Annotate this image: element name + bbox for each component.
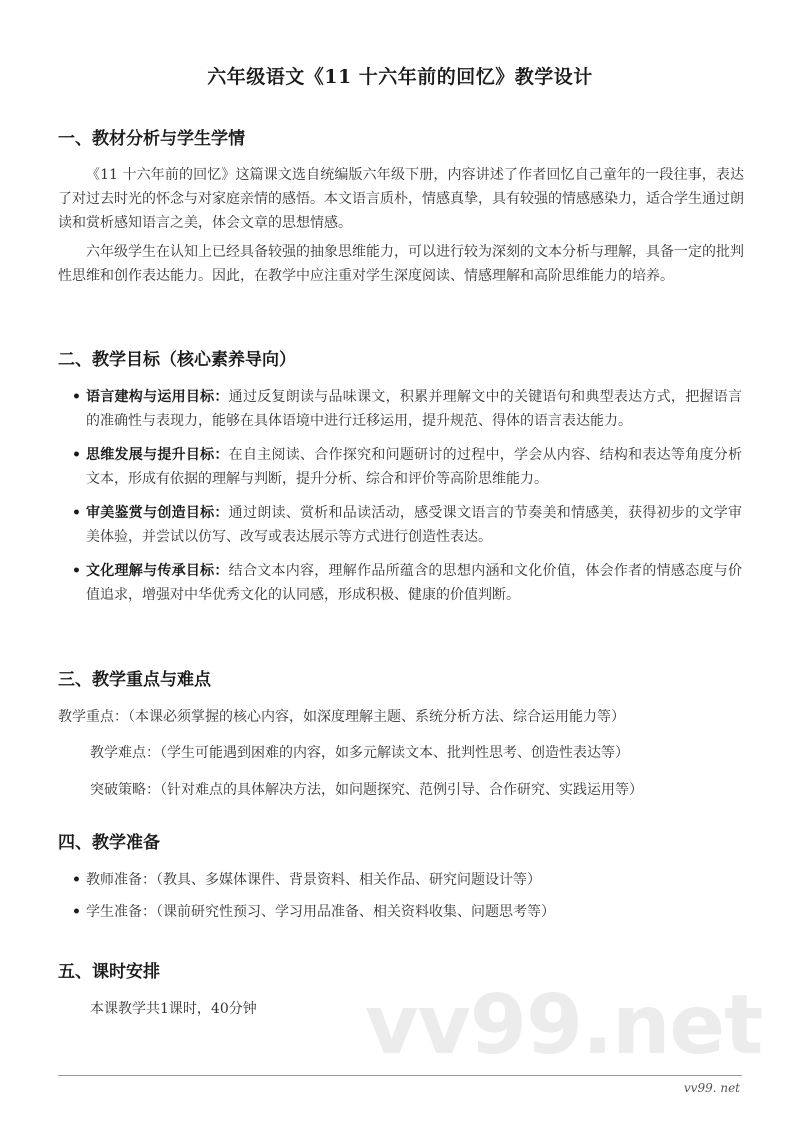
objective-label: 文化理解与传承目标：: [86, 563, 229, 579]
list-item-objective: [72, 501, 742, 549]
strategy-text: 突破策略：（针对难点的具体解决方法，如问题探究、范例引导、合作研究、实践运用等）: [90, 782, 643, 798]
objectives-list: [72, 385, 742, 617]
difficulty-text: 教学难点：（学生可能遇到困难的内容，如多元解读文本、批判性思考、创造性表达等）: [90, 745, 629, 761]
footer-site-label: vv99. net: [683, 1081, 740, 1095]
footer-divider: [58, 1075, 742, 1076]
bullet-icon: •: [72, 872, 81, 888]
section-heading-preparation: 四、教学准备: [58, 833, 160, 853]
objective-label: 审美鉴赏与创造目标：: [86, 505, 229, 521]
preparation-text: 学生准备：（课前研究性预习、学习用品准备、相关资料收集、问题思考等）: [86, 904, 555, 920]
list-item-objective: [72, 385, 742, 433]
paragraph-text-analysis: 《11 十六年前的回忆》这篇课文选自统编版六年级下册，内容讲述了作者回忆自己童年的一段往事，表达了对过去时光的怀念与对家庭亲情的感悟。本文语言质朴，情感真挚，具有较强的情感感染力，适合学生通过朗读和赏析感知语言之美，体会文章的思想情感。: [58, 167, 744, 231]
preparation-list: [72, 868, 742, 934]
preparation-text: 教师准备：（教具、多媒体课件、背景资料、相关作品、研究问题设计等）: [86, 872, 541, 888]
objective-label: 思维发展与提升目标：: [86, 447, 229, 463]
objective-text: 通过反复朗读与品味课文，积累并理解文中的关键语句和典型表达方式，把握语言的准确性与表现力，能够在具体语境中进行迁移运用，提升规范、得体的语言表达能力。: [86, 389, 743, 429]
list-item-preparation: [72, 868, 742, 892]
paragraph-student-analysis: 六年级学生在认知上已经具备较强的抽象思维能力，可以进行较为深刻的文本分析与理解，具备一定的批判性思维和创作表达能力。因此，在教学中应注重对学生深度阅读、情感理解和高阶思维能力的培养。: [58, 244, 744, 284]
bullet-icon: •: [72, 447, 81, 463]
section-heading-analysis: 一、教材分析与学生学情: [58, 129, 245, 149]
list-item-objective: [72, 559, 742, 607]
objective-label: 语言建构与运用目标：: [86, 389, 229, 405]
watermark: vv99.net: [365, 978, 763, 1073]
objective-text: 通过朗读、赏析和品读活动，感受课文语言的节奏美和情感美，获得初步的文学审美体验，并尝试以仿写、改写或表达展示等方式进行创造性表达。: [86, 505, 743, 545]
bullet-icon: •: [72, 505, 81, 521]
list-item-preparation: [72, 900, 742, 924]
section-heading-schedule: 五、课时安排: [58, 962, 160, 982]
schedule-text: 本课教学共1课时，40分钟: [90, 1001, 257, 1017]
bullet-icon: •: [72, 563, 81, 579]
objective-text: 在自主阅读、合作探究和问题研讨的过程中，学会从内容、结构和表达等角度分析文本，形成有依据的理解与判断，提升分析、综合和评价等高阶思维能力。: [86, 447, 743, 487]
bullet-icon: •: [72, 904, 81, 920]
document-title: 六年级语文《11 十六年前的回忆》教学设计: [207, 66, 593, 88]
section-heading-key-points: 三、教学重点与难点: [58, 670, 211, 690]
list-item-objective: [72, 443, 742, 491]
bullet-icon: •: [72, 389, 81, 405]
section-heading-objectives: 二、教学目标（核心素养导向）: [58, 350, 296, 370]
objective-text: 结合文本内容，理解作品所蕴含的思想内涵和文化价值，体会作者的情感态度与价值追求，增强对中华优秀文化的认同感，形成积极、健康的价值判断。: [86, 563, 743, 603]
key-point-text: 教学重点：（本课必须掌握的核心内容，如深度理解主题、系统分析方法、综合运用能力等）: [58, 709, 625, 725]
